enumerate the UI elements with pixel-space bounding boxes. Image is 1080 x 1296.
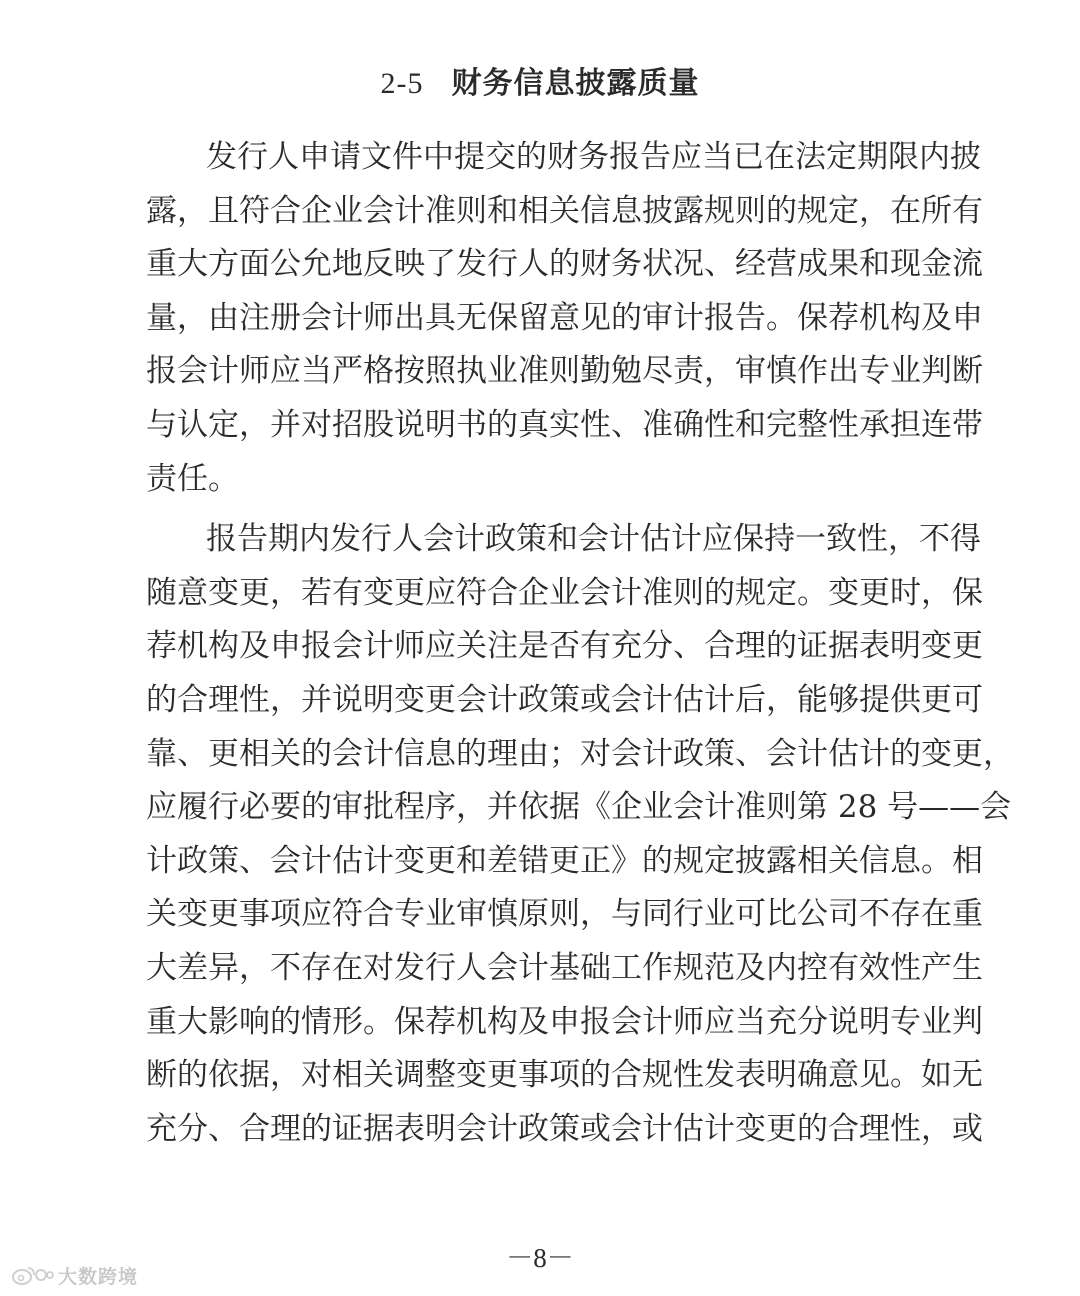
- watermark-text: 大数跨境: [58, 1265, 139, 1288]
- section-number: 2-5: [380, 67, 424, 100]
- paragraph-line: 与认定，并对招股说明书的真实性、准确性和完整性承担连带: [146, 406, 983, 443]
- paragraph-line: 关变更事项应符合专业审慎原则，与同行业可比公司不存在重: [146, 896, 983, 933]
- paragraph-line: 量，由注册会计师出具无保留意见的审计报告。保荐机构及申: [146, 299, 983, 336]
- body-text: [146, 131, 1014, 1156]
- paragraph-line: 应履行必要的审批程序，并依据《企业会计准则第 28 号——会: [146, 789, 1012, 826]
- paragraph-line: 充分、合理的证据表明会计政策或会计估计变更的合理性，或: [146, 1110, 983, 1147]
- section-title: 财务信息披露质量: [451, 66, 700, 101]
- paragraph-line: 靠、更相关的会计信息的理由；对会计政策、会计估计的变更，: [146, 735, 1014, 772]
- watermark: [10, 1262, 138, 1288]
- paragraph-line: 露，且符合企业会计准则和相关信息披露规则的规定，在所有: [146, 192, 983, 229]
- paragraph-line: 大差异，不存在对发行人会计基础工作规范及内控有效性产生: [146, 949, 983, 986]
- paragraph-line: 荐机构及申报会计师应关注是否有充分、合理的证据表明变更: [146, 628, 983, 665]
- paragraph-line: 的合理性，并说明变更会计政策或会计估计后，能够提供更可: [146, 681, 983, 718]
- paragraph-line: 计政策、会计估计变更和差错更正》的规定披露相关信息。相: [146, 842, 983, 879]
- paragraph-2: [146, 513, 1014, 1156]
- paragraph-line: 随意变更，若有变更应符合企业会计准则的规定。变更时，保: [146, 574, 983, 611]
- paragraph-line: 重大方面公允地反映了发行人的财务状况、经营成果和现金流: [146, 246, 983, 283]
- paragraph-line: 报会计师应当严格按照执业准则勤勉尽责，审慎作出专业判断: [146, 353, 983, 390]
- paragraph-line: 责任。: [146, 460, 239, 497]
- paragraph-line: 重大影响的情形。保荐机构及申报会计师应当充分说明专业判: [146, 1003, 983, 1040]
- weibo-style-logo-icon: [10, 1263, 54, 1287]
- section-heading: [0, 58, 1080, 102]
- paragraph-1: [146, 131, 983, 506]
- paragraph-line: 发行人申请文件中提交的财务报告应当已在法定期限内披: [206, 139, 981, 175]
- paragraph-line: 断的依据，对相关调整变更事项的合规性发表明确意见。如无: [146, 1057, 983, 1094]
- page-number: －8－: [506, 1243, 574, 1273]
- paragraph-line: 报告期内发行人会计政策和会计估计应保持一致性，不得: [206, 521, 981, 558]
